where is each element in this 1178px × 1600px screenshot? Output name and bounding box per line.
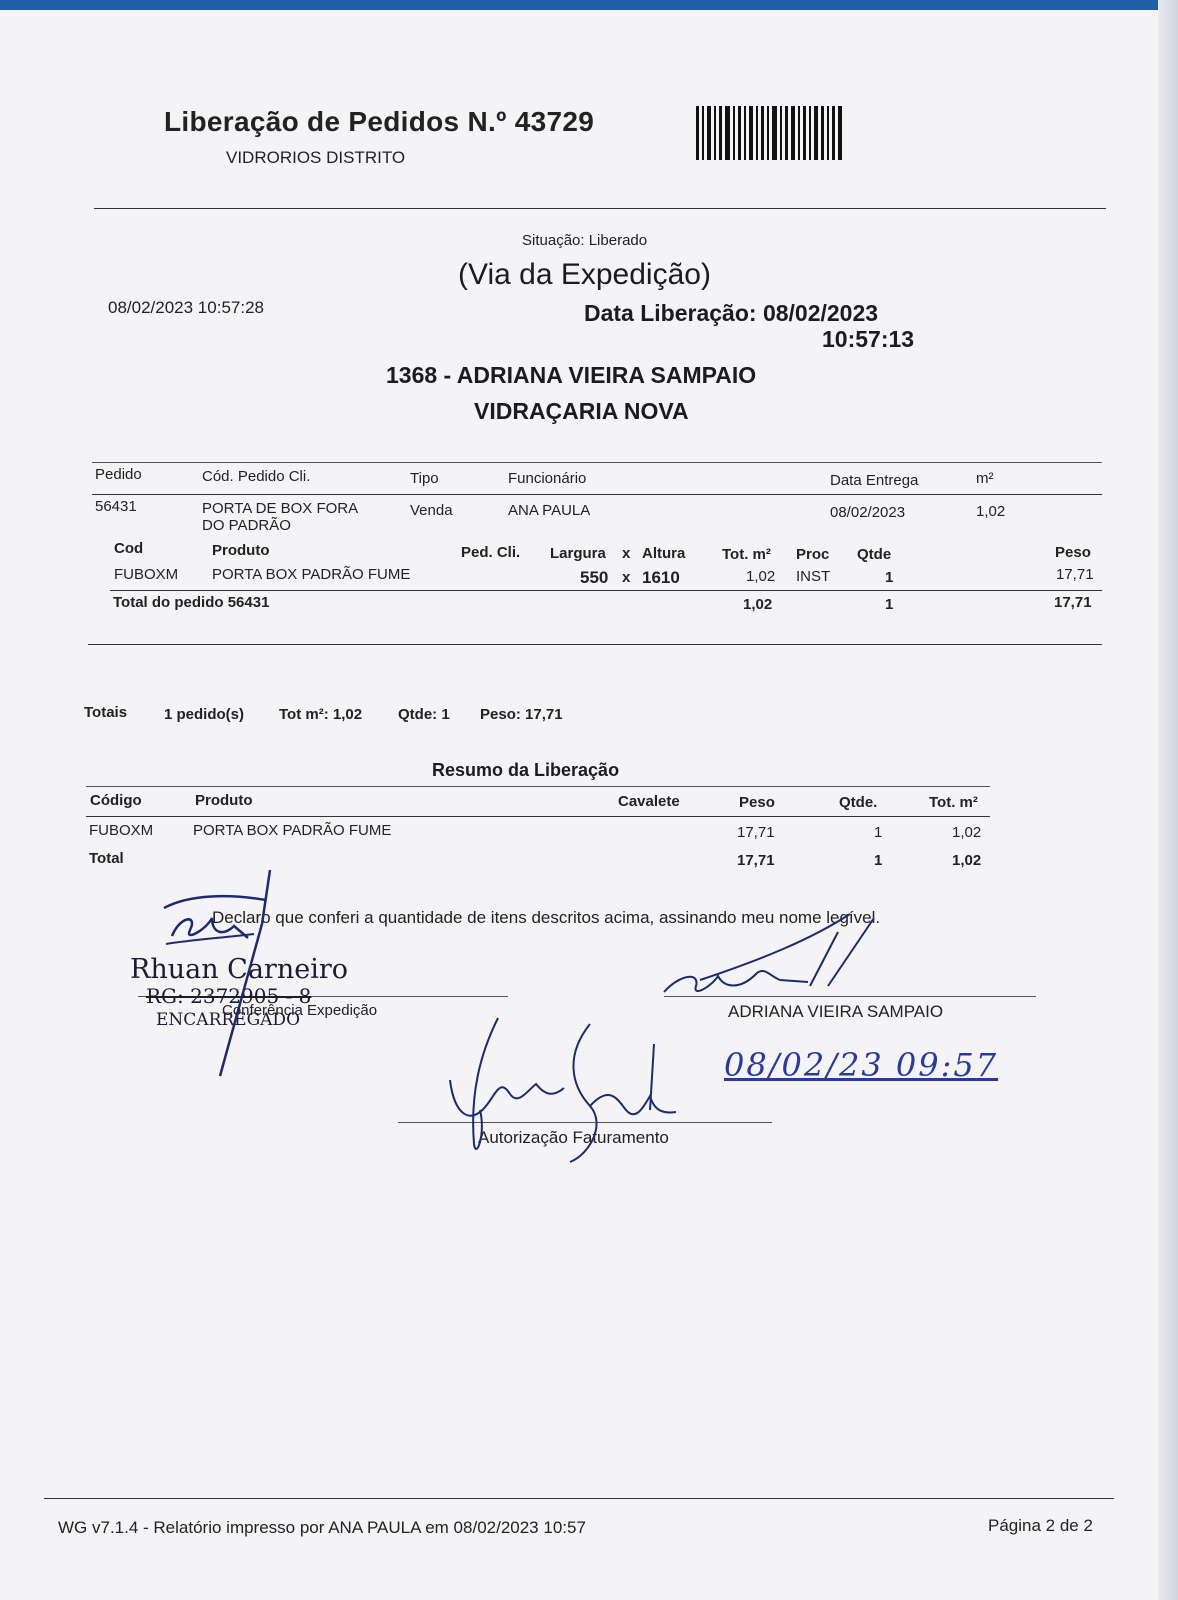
order-header-cod-cli: Cód. Pedido Cli.	[202, 468, 311, 485]
release-time: 10:57:13	[822, 326, 915, 352]
totals-label: Totais	[84, 704, 128, 721]
item-total-rule	[110, 590, 1102, 591]
release-date: Data Liberação: 08/02/2023	[584, 300, 879, 326]
summary-top-rule	[86, 786, 990, 787]
item-altura: 1610	[642, 568, 680, 587]
summary-header-tot-m2: Tot. m²	[929, 794, 978, 811]
item-largura: 550	[580, 568, 609, 587]
summary-total-tot-m2: 1,02	[952, 852, 982, 869]
summary-header-rule	[86, 816, 990, 817]
item-qtde: 1	[885, 569, 894, 586]
order-total-peso: 17,71	[1054, 594, 1092, 611]
summary-total-qtde: 1	[874, 852, 883, 869]
conferencia-stamp-rg: RG: 2372905 - 8	[146, 984, 312, 1008]
top-edge	[0, 0, 1178, 10]
item-tot-m2: 1,02	[746, 568, 776, 585]
autorizacao-signature	[440, 1014, 700, 1164]
item-header-peso: Peso	[1055, 544, 1091, 561]
item-x: x	[622, 569, 631, 586]
totals-m2: Tot m²: 1,02	[279, 706, 363, 723]
item-header-tot-m2: Tot. m²	[722, 546, 771, 563]
client-signature-label: ADRIANA VIEIRA SAMPAIO	[728, 1002, 944, 1021]
summary-header-codigo: Código	[90, 792, 142, 809]
order-table-bottom-rule	[88, 644, 1102, 645]
order-funcionario: ANA PAULA	[508, 502, 591, 519]
summary-header-produto: Produto	[195, 792, 253, 809]
order-cod-cli-line2: DO PADRÃO	[202, 517, 291, 534]
item-proc: INST	[796, 568, 831, 585]
order-header-pedido: Pedido	[95, 466, 142, 483]
item-header-largura: Largura	[550, 545, 606, 562]
status-text: Situação: Liberado	[522, 232, 648, 249]
footer-report-info: WG v7.1.4 - Relatório impresso por ANA PAULA em 08/02/2023 10:57	[58, 1518, 586, 1537]
order-data-entrega: 08/02/2023	[830, 504, 906, 521]
summary-tot-m2: 1,02	[952, 824, 982, 841]
order-table-top-rule	[92, 462, 1102, 463]
order-total-qtde: 1	[885, 596, 894, 613]
autorizacao-label: Autorização Faturamento	[478, 1128, 669, 1147]
order-header-rule	[92, 494, 1102, 495]
item-header-proc: Proc	[796, 546, 830, 563]
footer-rule	[44, 1498, 1114, 1499]
summary-header-qtde: Qtde.	[839, 794, 878, 811]
order-pedido: 56431	[95, 498, 137, 515]
summary-total-peso: 17,71	[737, 852, 775, 869]
item-header-x: x	[622, 545, 631, 562]
summary-produto: PORTA BOX PADRÃO FUME	[193, 822, 392, 839]
totals-pedidos: 1 pedido(s)	[164, 706, 245, 723]
client-name: 1368 - ADRIANA VIEIRA SAMPAIO	[386, 362, 757, 388]
item-header-ped-cli: Ped. Cli.	[461, 544, 521, 561]
order-cod-cli-line1: PORTA DE BOX FORA	[202, 500, 359, 517]
summary-header-peso: Peso	[739, 794, 775, 811]
copy-label: (Via da Expedição)	[458, 258, 711, 291]
summary-codigo: FUBOXM	[89, 822, 154, 839]
totals-peso: Peso: 17,71	[480, 706, 563, 723]
order-tipo: Venda	[410, 502, 453, 519]
company-name: VIDRORIOS DISTRITO	[226, 148, 406, 167]
item-header-produto: Produto	[212, 542, 270, 559]
header-divider	[94, 208, 1106, 209]
item-produto: PORTA BOX PADRÃO FUME	[212, 566, 411, 583]
summary-header-cavalete: Cavalete	[618, 793, 680, 810]
document-title: Liberação de Pedidos N.º 43729	[164, 106, 595, 137]
footer-page-number: Página 2 de 2	[988, 1516, 1093, 1535]
client-company: VIDRAÇARIA NOVA	[474, 398, 689, 424]
order-total-m2: 1,02	[743, 596, 773, 613]
conferencia-label: Conferência Expedição	[222, 1002, 378, 1019]
client-signature	[660, 910, 900, 1000]
item-header-altura: Altura	[642, 545, 686, 562]
barcode-icon	[696, 106, 872, 160]
item-header-qtde: Qtde	[857, 546, 892, 563]
printed-datetime: 08/02/2023 10:57:28	[108, 298, 264, 317]
summary-peso: 17,71	[737, 824, 775, 841]
conferencia-stamp-name: Rhuan Carneiro	[130, 954, 349, 985]
totals-qtde: Qtde: 1	[398, 706, 450, 723]
order-header-funcionario: Funcionário	[508, 470, 587, 487]
item-header-cod: Cod	[114, 540, 144, 557]
summary-qtde: 1	[874, 824, 883, 841]
item-peso: 17,71	[1056, 566, 1094, 583]
order-header-data-entrega: Data Entrega	[830, 472, 919, 489]
summary-total-label: Total	[89, 850, 124, 867]
order-m2: 1,02	[976, 503, 1006, 520]
right-edge	[1158, 0, 1178, 1600]
declaration-text: Declaro que conferi a quantidade de itens descritos acima, assinando meu nome legível.	[212, 908, 881, 927]
summary-title: Resumo da Liberação	[432, 760, 620, 780]
order-header-m2: m²	[976, 470, 994, 487]
order-total-label: Total do pedido 56431	[113, 594, 270, 611]
client-handwritten-date: 08/02/23 09:57	[724, 1046, 999, 1084]
conferencia-stamp-role: ENCARREGADO	[156, 1010, 301, 1030]
order-header-tipo: Tipo	[410, 470, 439, 487]
conferencia-signature	[150, 864, 310, 1084]
item-cod: FUBOXM	[114, 566, 179, 583]
